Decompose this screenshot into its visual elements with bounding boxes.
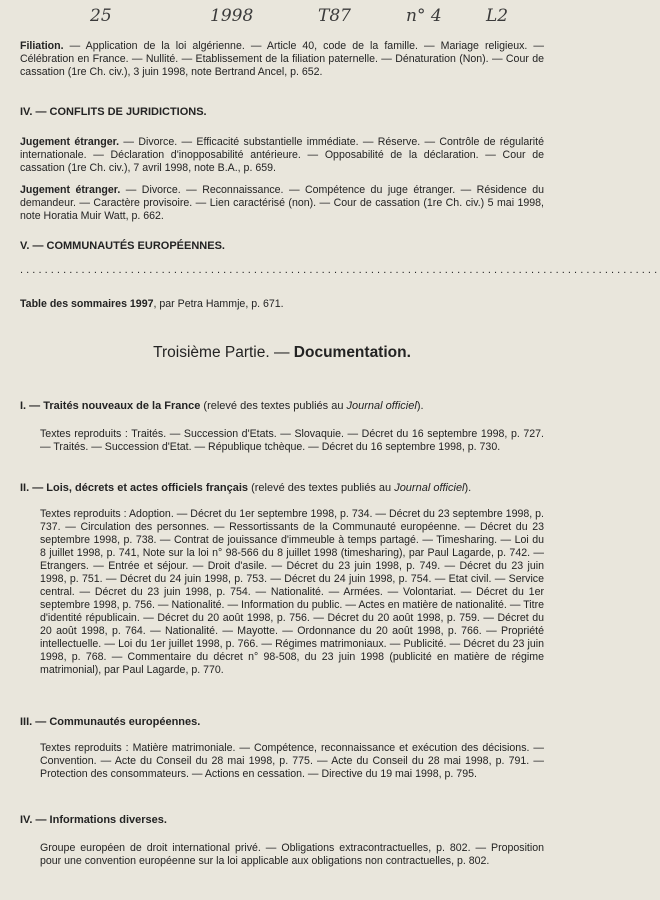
- table-des-sommaires: [20, 298, 544, 311]
- part-title-bold: Documentation.: [293, 344, 411, 361]
- entry-text: — Divorce. — Efficacité substantielle immédiate. — Réserve. — Contrôle de régularité internationale. — Déclaration d'inopposabilité antérieure. — Opposabilité de la déclaration. — Cour de cassation (1re Ch. civ.), 7 avril 1998, note B.A., p. 659.: [20, 136, 544, 174]
- section-note: (relevé des textes publiés au: [248, 482, 395, 494]
- section-note: (relevé des textes publiés au: [200, 400, 347, 412]
- dotted-separator: ........................................................................................................: [20, 264, 660, 276]
- table-text: , par Petra Hammje, p. 671.: [153, 298, 284, 310]
- entry-jugement-2: [20, 184, 544, 223]
- part-title-label: Troisième Partie. —: [153, 344, 294, 361]
- table-heading: Table des sommaires 1997: [20, 298, 154, 310]
- handwritten-note-4: n° 4: [406, 6, 442, 26]
- handwritten-note-3: T87: [318, 6, 351, 26]
- handwritten-note-5: L2: [486, 6, 509, 26]
- entry-heading: Jugement étranger.: [20, 184, 121, 196]
- section-heading-traites: [20, 400, 544, 412]
- entry-filiation: [20, 40, 544, 79]
- entry-text: — Divorce. — Reconnaissance. — Compétence du juge étranger. — Résidence du demandeur. — Caractère provisoire. — Lien caractérisé (non). — Cour de cassation (1re Ch. civ.) 5 mai 1998, note Horatia Muir Watt, p. 662.: [20, 184, 544, 222]
- section-body-informations: Groupe européen de droit international privé. — Obligations extracontractuelles, p. 802. — Proposition pour une convention européenne sur la loi applicable aux obligations non contractuelles, p. 802.: [40, 842, 544, 867]
- section-heading-communautes: V. — COMMUNAUTÉS EUROPÉENNES.: [20, 240, 225, 252]
- handwritten-note-2: 1998: [210, 6, 254, 26]
- section-title: II. — Lois, décrets et actes officiels français: [20, 482, 249, 494]
- section-body-communautes: Textes reproduits : Matière matrimoniale. — Compétence, reconnaissance et exécution des décisions. — Convention. — Acte du Conseil du 28 mai 1998, p. 775. — Acte du Conseil du 28 mai 1998, p. 791. — Protection des consommateurs. — Actions en cessation. — Directive du 19 mai 1998, p. 795.: [40, 742, 544, 780]
- entry-jugement-1: [20, 136, 544, 175]
- section-note-journal: Journal officiel: [394, 482, 465, 494]
- entry-text: — Application de la loi algérienne. — Article 40, code de la famille. — Mariage religieux. — Célébration en France. — Nullité. — Etablissement de la filiation paternelle. — Dénaturation (Non). — Cour de cassation (1re Ch. civ.), 3 juin 1998, note Bertrand Ancel, p. 652.: [20, 40, 544, 78]
- section-heading-conflits: IV. — CONFLITS DE JURIDICTIONS.: [20, 106, 207, 118]
- section-note-end: ).: [464, 482, 472, 494]
- entry-heading: Jugement étranger.: [20, 136, 120, 148]
- section-body-traites: Textes reproduits : Traités. — Succession d'Etats. — Slovaquie. — Décret du 16 septembre 1998, p. 727. — Traités. — Succession d'Etat. — République tchèque. — Décret du 16 septembre 1998, p. 730.: [40, 428, 544, 453]
- section-body-lois: Textes reproduits : Adoption. — Décret du 1er septembre 1998, p. 734. — Décret du 23 septembre 1998, p. 737. — Circulation des personnes. — Ressortissants de la Communauté européenne. — Décret du 23 septembre 1998, p. 738. — Contrat de jouissance d'immeuble à temps partagé. — Timesharing. — Loi du 8 juillet 1998, p. 741, Note sur la loi n° 98-566 du 8 juillet 1998 (timesharing), par Paul Lagarde, p. 742. — Etrangers. — Entrée et séjour. — Droit d'asile. — Décret du 23 juin 1998, p. 749. — Décret du 23 juin 1998, p. 751. — Décret du 24 juin 1998, p. 753. — Décret du 24 juin 1998, p. 754. — Etat civil. — Service central. — Décret du 23 juin 1998, p. 754. — Nationalité. — Armées. — Volontariat. — Décret du 1er septembre 1998, p. 756. — Nationalité. — Information du public. — Actes en matière de nationalité. — Titre d'identité républicain. — Décret du 20 août 1998, p. 756. — Décret du 20 août 1998, p. 759. — Décret du 20 août 1998, p. 764. — Nationalité. — Mayotte. — Ordonnance du 20 août 1998, p. 766. — Propriété intellectuelle. — Loi du 1er juillet 1998, p. 766. — Régimes matrimoniaux. — Publicité. — Décret du 23 juin 1998, p. 768. — Commentaire du décret n° 98-508, du 23 juin 1998 (publicité en matière de régime matrimonial), par Paul Lagarde, p. 770.: [40, 508, 544, 676]
- handwritten-note-1: 25: [90, 6, 112, 26]
- section-heading-lois: [20, 482, 544, 494]
- section-heading-informations: IV. — Informations diverses.: [20, 814, 167, 826]
- entry-heading: Filiation.: [20, 40, 64, 52]
- section-heading-communautes-europeennes: III. — Communautés européennes.: [20, 716, 201, 728]
- section-note-end: ).: [416, 400, 424, 412]
- section-note-journal: Journal officiel: [346, 400, 417, 412]
- part-title: [0, 344, 564, 362]
- section-title: I. — Traités nouveaux de la France: [20, 400, 201, 412]
